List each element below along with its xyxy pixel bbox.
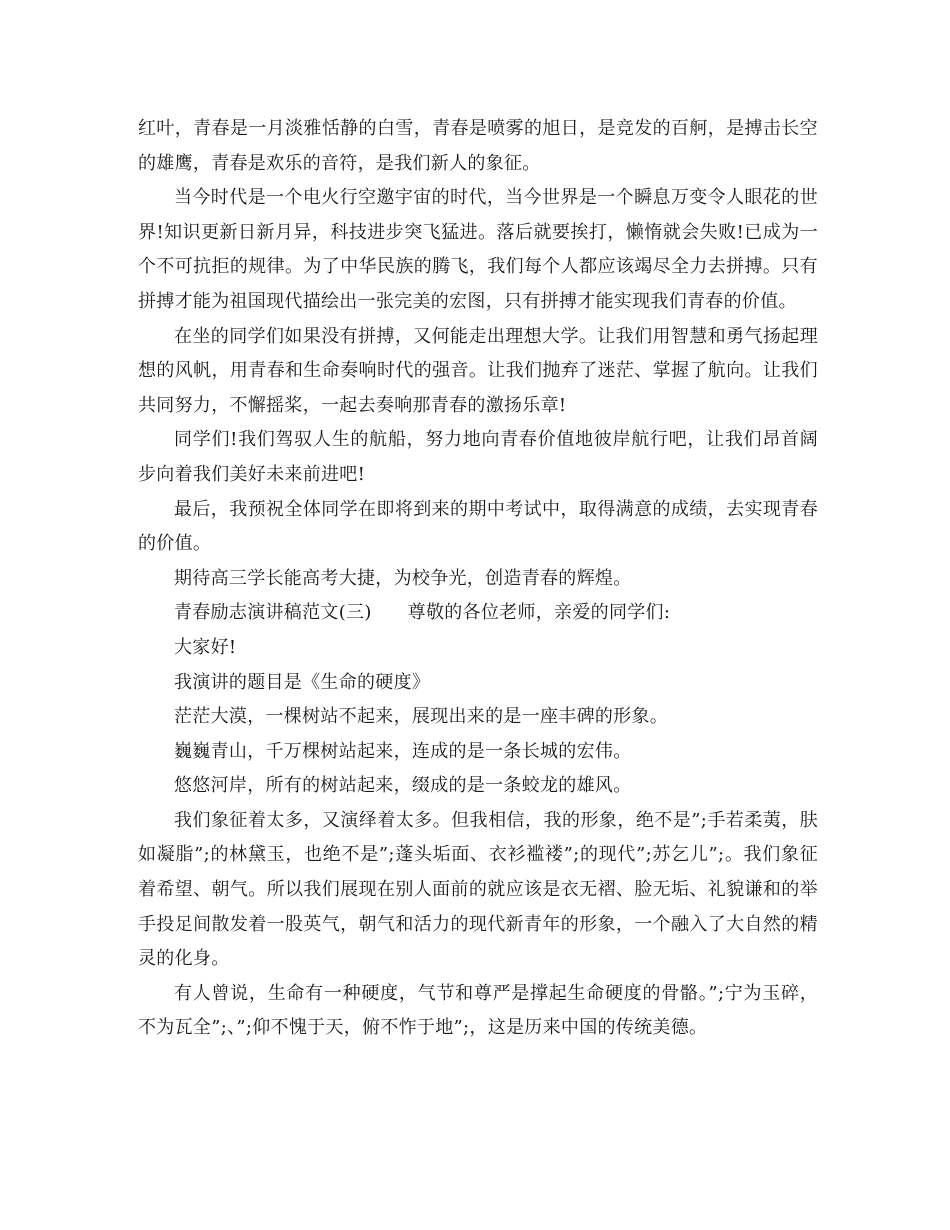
salutation: 尊敬的各位老师，亲爱的同学们: [407, 602, 671, 624]
paragraph-6: 期待高三学长能高考大捷，为校争光，创造青春的辉煌。 [174, 567, 632, 589]
paragraph-4: 同学们!我们驾驭人生的航船，努力地向青春价值地彼岸航行吧，让我们昂首阔步向着我们美好未来前进吧! [138, 429, 818, 485]
document-body [138, 112, 818, 1046]
paragraph-3: 在坐的同学们如果没有拼搏，又何能走出理想大学。让我们用智慧和勇气扬起理想的风帆，用青春和生命奏响时代的强音。让我们抛弃了迷茫、掌握了航向。让我们共同努力，不懈摇桨，一起去奏响那青春的激扬乐章! [138, 325, 818, 416]
paragraph-desert: 茫茫大漠，一棵树站不起来，展现出来的是一座丰碑的形象。 [174, 706, 669, 728]
paragraph-5: 最后，我预祝全体同学在即将到来的期中考试中，取得满意的成绩，去实现青春的价值。 [138, 498, 818, 555]
paragraph-hardness: 有人曾说，生命有一种硬度，气节和尊严是撑起生命硬度的骨骼。”;宁为玉碎，不为瓦全”;、”;仰不愧于天，俯不怍于地”;，这是历来中国的传统美德。 [138, 982, 818, 1039]
paragraph-mountain: 巍巍青山，千万棵树站起来，连成的是一条长城的宏伟。 [174, 740, 632, 762]
paragraph-river: 悠悠河岸，所有的树站起来，缀成的是一条蛟龙的雄风。 [174, 775, 632, 797]
paragraph-greeting: 大家好! [174, 636, 237, 658]
paragraph-2: 当今时代是一个电火行空邀宇宙的时代，当今世界是一个瞬息万变令人眼花的世界!知识更新日新月异，科技进步突飞猛进。落后就要挨打，懒惰就会失败!已成为一个不可抗拒的规律。为了中华民族的腾飞，我们每个人都应该竭尽全力去拼搏。只有拼搏才能为祖国现代描绘出一张完美的宏图，只有拼搏才能实现我们青春的价值。 [138, 187, 818, 312]
paragraph-1: 红叶，青春是一月淡雅恬静的白雪，青春是喷雾的旭日，是竞发的百舸，是搏击长空的雄鹰，青春是欢乐的音符，是我们新人的象征。 [138, 118, 818, 174]
section-heading-line [138, 596, 818, 631]
paragraph-image: 我们象征着太多，又演绎着太多。但我相信，我的形象，绝不是”;手若柔荑，肤如凝脂”;的林黛玉，也绝不是”;蓬头垢面、衣衫褴褛”;的现代”;苏乞儿”;。我们象征着希望、朝气。所以我们展现在别人面前的就应该是衣无褶、脸无垢、礼貌谦和的举手投足间散发着一股英气，朝气和活力的现代新青年的形象，一个融入了大自然的精灵的化身。 [138, 809, 818, 970]
paragraph-topic: 我演讲的题目是《生命的硬度》 [174, 671, 431, 693]
section-title: 青春励志演讲稿范文(三) [174, 602, 372, 624]
